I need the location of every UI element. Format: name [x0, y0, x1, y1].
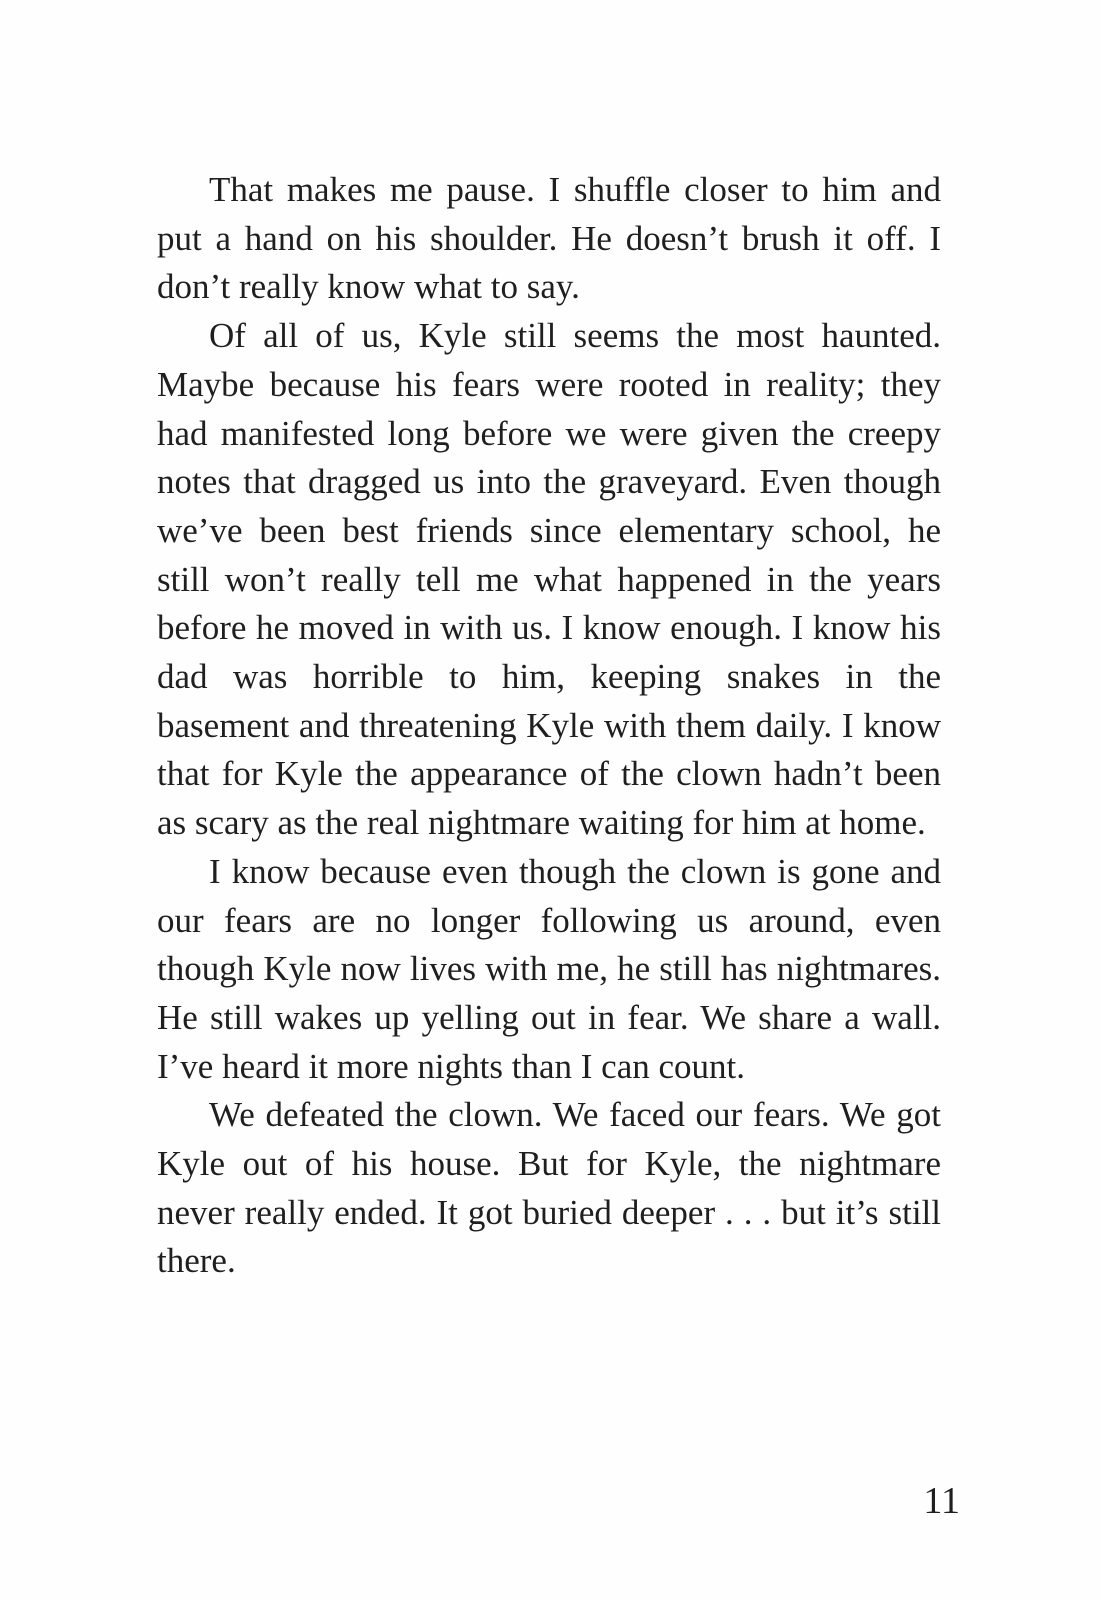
paragraph: That makes me pause. I shuffle closer to him and put a hand on his shoulder. He doesn’t brush it off. I don’t really know what to say.	[157, 170, 941, 307]
paragraph: I know because even though the clown is gone and our fears are no longer following us around, even though Kyle now lives with me, he still has nightmares. He still wakes up yelling out in fear. We share a wall. I’ve heard it more nights than I can count.	[157, 851, 941, 1086]
paragraph: We defeated the clown. We faced our fears. We got Kyle out of his house. But for Kyle, the nightmare never really ended. It got buried deeper . . . but it’s still there.	[157, 1095, 941, 1281]
paragraph: Of all of us, Kyle still seems the most haunted. Maybe because his fears were rooted in reality; they had manifested long before we were given the creepy notes that dragged us into the graveyard. Even though we’ve been best friends since elementary school, he still won’t really tell me what happened in the years before he moved in with us. I know enough. I know his dad was horrible to him, keeping snakes in the basement and threatening Kyle with them daily. I know that for Kyle the appearance of the clown hadn’t been as scary as the real nightmare waiting for him at home.	[157, 316, 941, 843]
page-number: 11	[923, 1480, 960, 1522]
body-text	[157, 166, 941, 1286]
